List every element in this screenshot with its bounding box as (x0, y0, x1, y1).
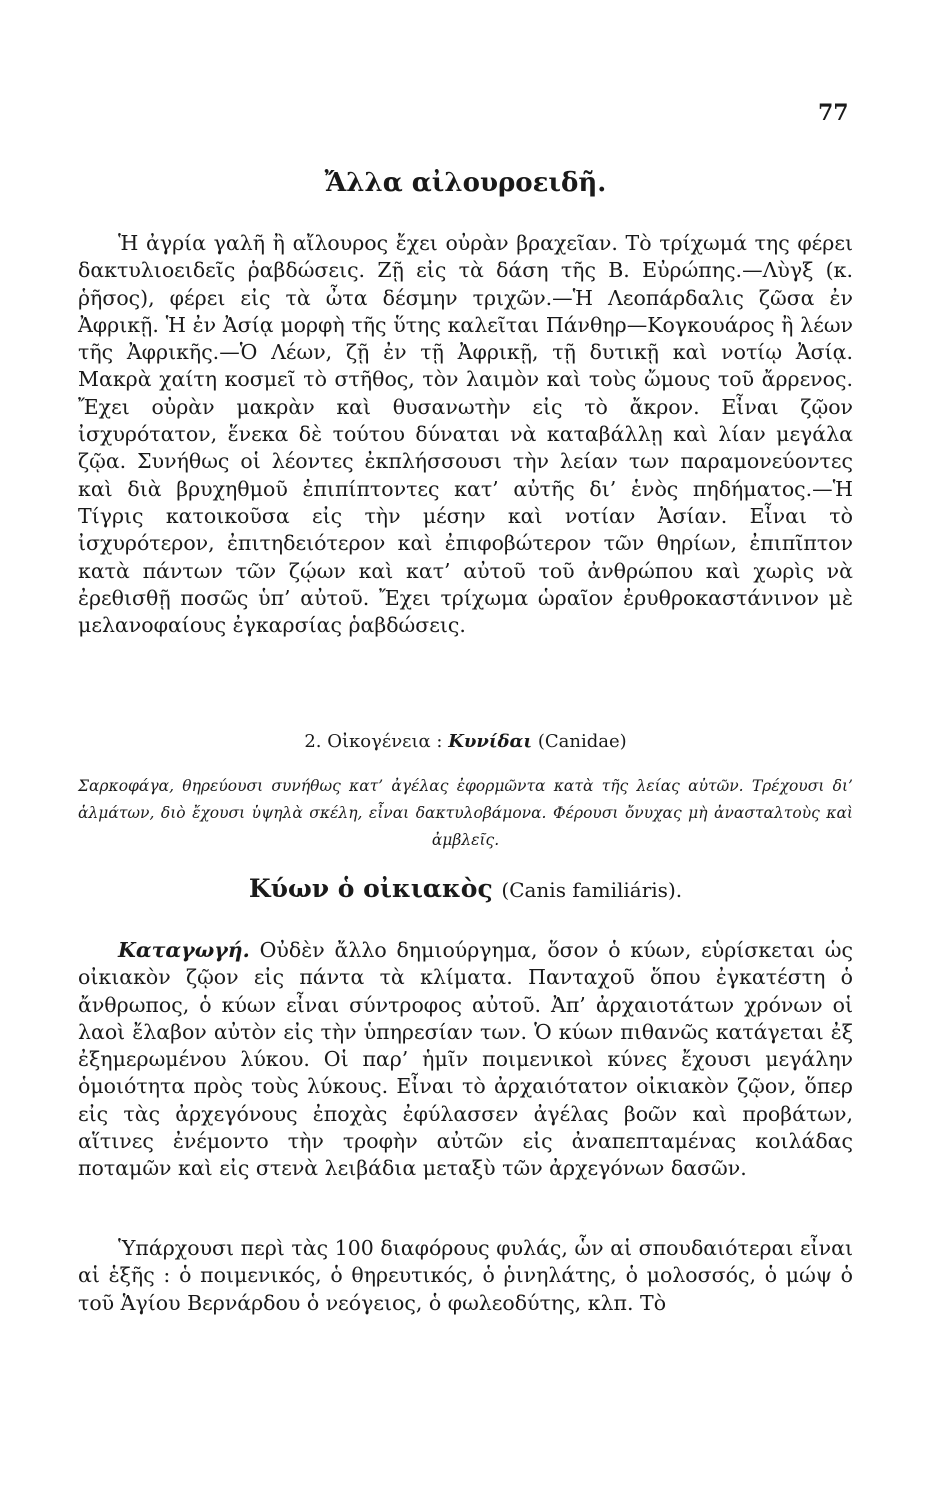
family-latin: (Canidae) (537, 731, 627, 752)
section-heading: Ἄλλα αἰλουροειδῆ. (324, 168, 607, 198)
dog-subheading-latin: (Canis familiáris). (501, 878, 683, 902)
page-number: 77 (818, 100, 849, 126)
dog-subheading-greek: Κύων ὁ οἰκιακὸς (248, 874, 493, 903)
paragraph-breeds: Ὑπάρχουσι περὶ τὰς 100 διαφόρους φυλάς, ὧν αἱ σπουδαιότεραι εἶναι αἱ ἑξῆς : ὁ ποιμενικός, ὁ θηρευτικός, ὁ ῥινηλάτης, ὁ μολοσσός, ὁ μώψ ὁ τοῦ Ἁγίου Βερνάρδου ὁ νεόγειος, ὁ φωλεοδύτης, κλπ. Τὸ (78, 1236, 853, 1315)
family-name: Κυνίδαι (448, 731, 533, 752)
family-description: Σαρκοφάγα, θηρεύουσι συνήθως κατ’ ἀγέλας ἐφορμῶντα κατὰ τῆς λείας αὐτῶν. Τρέχουσι δι’ ἁλμάτων, διὸ ἔχουσι ὑψηλὰ σκέλη, εἶναι δακτυλοβάμονα. Φέρουσι ὄνυχας μὴ ἀνασταλτοὺς καὶ ἀμβλεῖς. (78, 777, 853, 849)
paragraph-origin (78, 937, 853, 1183)
origin-text: Οὐδὲν ἄλλο δημιούργημα, ὅσον ὁ κύων, εὑρίσκεται ὡς οἰκιακὸν ζῷον εἰς πάντα τὰ κλίματα. Πανταχοῦ ὅπου ἐγκατέστη ὁ ἄνθρωπος, ὁ κύων εἶναι σύντροφος αὐτοῦ. Ἀπ’ ἀρχαιοτάτων χρόνων οἱ λαοὶ ἔλαβον αὐτὸν εἰς τὴν ὑπηρεσίαν των. Ὁ κύων πιθανῶς κατάγεται ἐξ ἐξημερωμένου λύκου. Οἱ παρ’ ἡμῖν ποιμενικοὶ κύνες ἔχουσι μεγάλην ὁμοιότητα πρὸς τοὺς λύκους. Εἶναι τὸ ἀρχαιότατον οἰκιακὸν ζῷον, ὅπερ εἰς τὰς ἀρχεγόνους ἐποχὰς ἐφύλασσεν ἀγέλας βοῶν καὶ προβάτων, αἵτινες ἐνέμοντο τὴν τροφὴν αὐτῶν εἰς ἀναπεπταμένας κοιλάδας ποταμῶν καὶ εἰς στενὰ λειβάδια μεταξὺ τῶν ἀρχεγόνων δασῶν. (78, 938, 853, 1181)
family-heading (0, 731, 931, 752)
family-prefix: 2. Οἰκογένεια : (304, 731, 443, 752)
paragraph-other-felines: Ἡ ἀγρία γαλῆ ἢ αἴλουρος ἔχει οὐρὰν βραχεῖαν. Τὸ τρίχωμά της φέρει δακτυλιοειδεῖς ῥαβδώσεις. Ζῇ εἰς τὰ δάση τῆς Β. Εὐρώπης.—Λὺγξ (κ. ῥῆσος), φέρει εἰς τὰ ὦτα δέσμην τριχῶν.—Ἡ Λεοπάρδαλις ζῶσα ἐν Ἀφρικῇ. Ἡ ἐν Ἀσίᾳ μορφὴ τῆς ὕτης καλεῖται Πάνθηρ—Κογκουάρος ἢ λέων τῆς Ἀφρικῆς.—Ὁ Λέων, ζῇ ἐν τῇ Ἀφρικῇ, τῇ δυτικῇ καὶ νοτίῳ Ἀσίᾳ. Μακρὰ χαίτη κοσμεῖ τὸ στῆθος, τὸν λαιμὸν καὶ τοὺς ὤμους τοῦ ἄρρενος. Ἔχει οὐρὰν μακρὰν καὶ θυσανωτὴν εἰς τὸ ἄκρον. Εἶναι ζῷον ἰσχυρότατον, ἕνεκα δὲ τούτου δύναται νὰ καταβάλλῃ καὶ λίαν μεγάλα ζῷα. Συνήθως οἱ λέοντες ἐκπλήσσουσι τὴν λείαν των παραμονεύοντες καὶ διὰ βρυχηθμοῦ ἐπιπίπτοντες κατ’ αὐτῆς δι’ ἑνὸς πηδήματος.—Ἡ Τίγρις κατοικοῦσα εἰς τὴν μέσην καὶ νοτίαν Ἀσίαν. Εἶναι τὸ ἰσχυρότερον, ἐπιτηδειότερον καὶ ἐπιφοβώτερον τῶν θηρίων, ἐπιπῖπτον κατὰ πάντων τῶν ζῴων καὶ κατ’ αὐτοῦ τοῦ ἀνθρώπου καὶ χωρὶς νὰ ἐρεθισθῇ ποσῶς ὑπ’ αὐτοῦ. Ἔχει τρίχωμα ὡραῖον ἐρυθροκαστάνινον μὲ μελανοφαίους ἐγκαρσίας ῥαβδώσεις. (78, 231, 853, 638)
origin-label: Καταγωγή. (118, 938, 250, 962)
dog-subheading (0, 874, 931, 903)
